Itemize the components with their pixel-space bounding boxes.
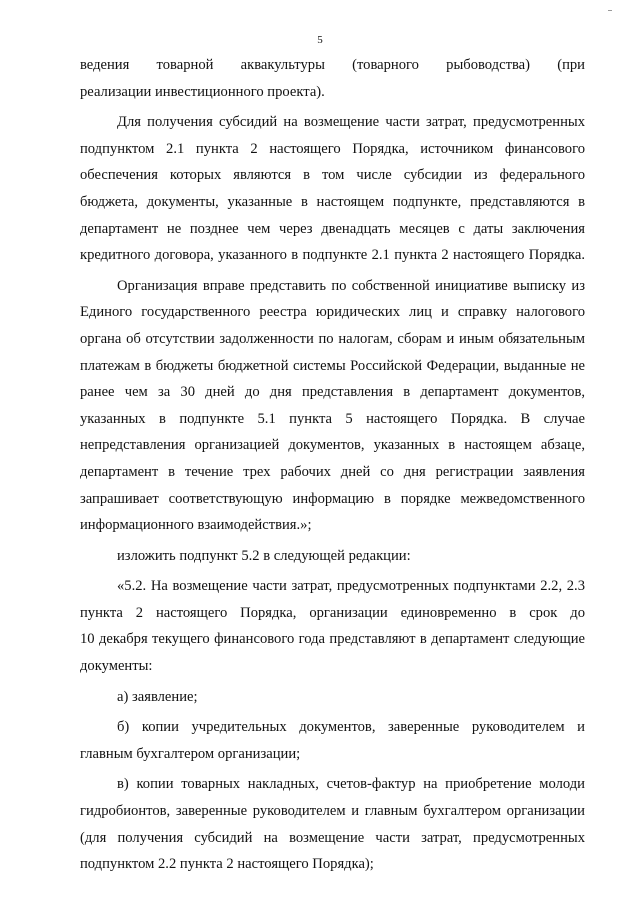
text-line: обеспечения которых являются в том числе субсидии из федерального — [80, 167, 585, 184]
text-line: Для получения субсидий на возмещение части затрат, предусмотренных — [117, 114, 585, 131]
text-line: «5.2. На возмещение части затрат, предусмотренных подпунктами 2.2, 2.3 — [117, 578, 585, 595]
text-line: информационного взаимодействия.»; — [80, 517, 312, 534]
text-line: Организация вправе представить по собственной инициативе выписку из — [117, 277, 585, 294]
text-line: департамент в течение трех рабочих дней со дня регистрации заявления — [80, 463, 585, 480]
text-line: ведения товарной аквакультуры (товарного рыбоводства) (при — [80, 57, 585, 73]
text-line: документы: — [80, 658, 153, 675]
text-line: кредитного договора, указанного в подпункте 2.1 пункта 2 настоящего Порядка. — [80, 247, 585, 264]
text-line: Единого государственного реестра юридических лиц и справку налогового — [80, 304, 585, 321]
text-line: главным бухгалтером организации; — [80, 745, 301, 762]
text-line: органа об отсутствии задолженности по налогам, сборам и иным обязательным — [80, 330, 585, 347]
text-line: пункта 2 настоящего Порядка, организации единовременно в срок до — [80, 604, 585, 621]
text-line: подпунктом 2.1 пункта 2 настоящего Порядка, источником финансового — [80, 140, 585, 157]
list-item-b: б) копии учредительных документов, заверенные руководителем и — [117, 719, 585, 736]
page-number: 5 — [317, 34, 323, 46]
text-line: 10 декабря текущего финансового года представляют в департамент следующие — [80, 631, 585, 648]
text-line: подпунктом 2.2 пункта 2 настоящего Порядка); — [80, 856, 374, 873]
text-line: ранее чем за 30 дней до дня представления в департамент документов, — [80, 384, 585, 401]
document-body — [80, 52, 585, 878]
text-line: непредставления организацией документов, указанных в настоящем абзаце, — [80, 437, 585, 454]
text-line: изложить подпункт 5.2 в следующей редакции: — [117, 547, 411, 564]
text-line: платежам в бюджеты бюджетной системы Российской Федерации, выданные не — [80, 357, 585, 374]
list-item-a: а) заявление; — [117, 688, 198, 705]
text-line: запрашивает соответствующую информацию в порядке межведомственного — [80, 490, 585, 507]
text-line: гидробионтов, заверенные руководителем и главным бухгалтером организации — [80, 803, 585, 820]
text-line: указанных в подпункте 5.1 пункта 5 настоящего Порядка. В случае — [80, 410, 585, 427]
list-item-c: в) копии товарных накладных, счетов-фактур на приобретение молоди — [117, 776, 585, 793]
text-line: департамент не позднее чем через двенадцать месяцев с даты заключения — [80, 220, 585, 237]
corner-mark — [608, 10, 612, 11]
text-line: реализации инвестиционного проекта). — [80, 83, 325, 100]
text-line: (для получения субсидий на возмещение части затрат, предусмотренных — [80, 829, 585, 846]
text-line: бюджета, документы, указанные в настоящем подпункте, представляются в — [80, 193, 585, 210]
